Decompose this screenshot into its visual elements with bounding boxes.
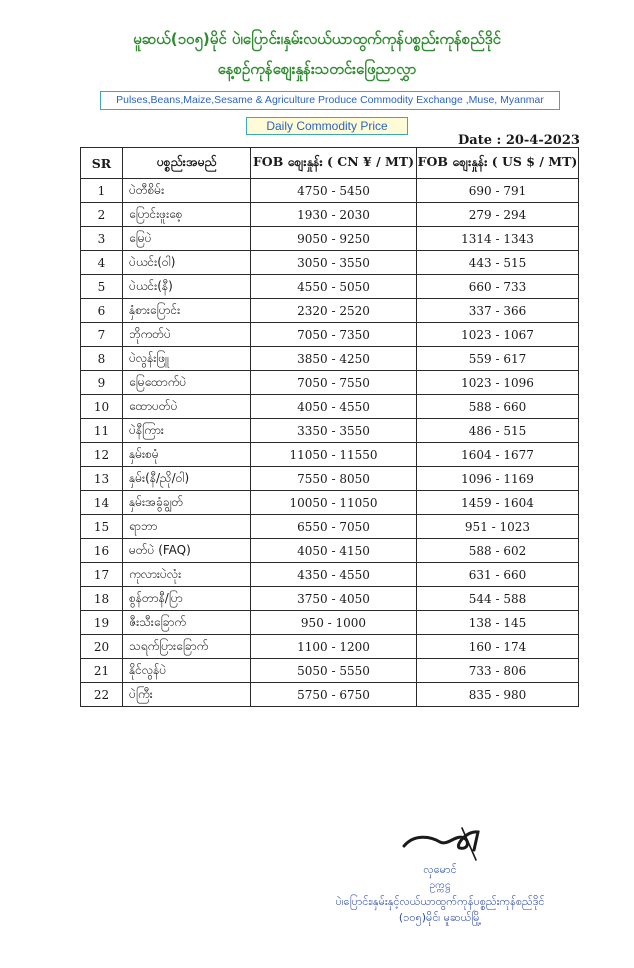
table-row [81,563,579,587]
signatory-location: (၁၀၅)မိုင်၊ မူဆယ်မြို့ [398,911,482,924]
row-us-price: 690 - 791 [417,179,579,203]
row-sr: 16 [81,539,123,563]
column-header-us-price: FOB စျေးနှုန်း ( US $ / MT) [417,148,579,179]
row-sr: 11 [81,419,123,443]
table-row [81,467,579,491]
row-sr: 6 [81,299,123,323]
signature-mark [400,820,510,865]
row-us-price: 660 - 733 [417,275,579,299]
row-us-price: 588 - 602 [417,539,579,563]
row-us-price: 1096 - 1169 [417,467,579,491]
row-cn-price: 4750 - 5450 [251,179,417,203]
row-item-name: သရက်ပြားခြောက် [123,635,251,659]
signatory-title: ဥက္ကဋ္ဌ [429,880,451,891]
row-item-name: ထောပတ်ပဲ [123,395,251,419]
row-item-name: နိုင်လွန်ပဲ [123,659,251,683]
row-us-price: 160 - 174 [417,635,579,659]
row-sr: 20 [81,635,123,659]
row-sr: 12 [81,443,123,467]
row-us-price: 279 - 294 [417,203,579,227]
table-row [81,299,579,323]
table-header-row [81,148,579,179]
table-row [81,587,579,611]
header-title-line2: နေ့စဉ်ကုန်စျေးနှုန်းသတင်းဖြေညာလွှာ [217,60,417,78]
table-row [81,611,579,635]
row-us-price: 337 - 366 [417,299,579,323]
row-sr: 2 [81,203,123,227]
row-cn-price: 7050 - 7550 [251,371,417,395]
table-row [81,227,579,251]
row-item-name: နှမ်း(နီ/ညို/ဝါ) [123,467,251,491]
table-row [81,347,579,371]
row-cn-price: 3350 - 3550 [251,419,417,443]
row-cn-price: 2320 - 2520 [251,299,417,323]
row-sr: 15 [81,515,123,539]
row-item-name: ပြောင်းဖူးစေ့ [123,203,251,227]
row-us-price: 1604 - 1677 [417,443,579,467]
row-item-name: ပဲယင်း(ဝါ) [123,251,251,275]
row-us-price: 1023 - 1096 [417,371,579,395]
row-cn-price: 1100 - 1200 [251,635,417,659]
row-us-price: 951 - 1023 [417,515,579,539]
commodity-price-table [80,147,579,707]
row-sr: 22 [81,683,123,707]
row-item-name: ကုလားပဲလုံး [123,563,251,587]
row-cn-price: 4550 - 5050 [251,275,417,299]
row-sr: 21 [81,659,123,683]
row-sr: 7 [81,323,123,347]
row-us-price: 138 - 145 [417,611,579,635]
row-cn-price: 4050 - 4150 [251,539,417,563]
row-sr: 9 [81,371,123,395]
row-item-name: ပဲကြီး [123,683,251,707]
table-row [81,419,579,443]
column-header-sr: SR [81,148,123,179]
row-us-price: 588 - 660 [417,395,579,419]
row-cn-price: 4350 - 4550 [251,563,417,587]
row-item-name: ဇီးသီးခြောက် [123,611,251,635]
row-sr: 19 [81,611,123,635]
daily-commodity-price-label: Daily Commodity Price [246,117,408,135]
row-cn-price: 7050 - 7350 [251,323,417,347]
row-sr: 3 [81,227,123,251]
row-sr: 10 [81,395,123,419]
row-us-price: 1459 - 1604 [417,491,579,515]
row-cn-price: 7550 - 8050 [251,467,417,491]
row-sr: 5 [81,275,123,299]
row-us-price: 486 - 515 [417,419,579,443]
row-cn-price: 9050 - 9250 [251,227,417,251]
table-row [81,539,579,563]
row-cn-price: 5050 - 5550 [251,659,417,683]
row-cn-price: 6550 - 7050 [251,515,417,539]
row-sr: 1 [81,179,123,203]
row-item-name: နှမ်းစမုံ [123,443,251,467]
row-sr: 4 [81,251,123,275]
row-item-name: စွန်တာနီ/ပြာ [123,587,251,611]
english-title-box: Pulses,Beans,Maize,Sesame & Agriculture Produce Commodity Exchange ,Muse, Myanmar [100,91,560,110]
table-row [81,371,579,395]
table-row [81,275,579,299]
column-header-item-name: ပစ္စည်းအမည် [123,148,251,179]
row-us-price: 544 - 588 [417,587,579,611]
row-us-price: 1023 - 1067 [417,323,579,347]
table-body [81,179,579,707]
row-cn-price: 3850 - 4250 [251,347,417,371]
row-sr: 13 [81,467,123,491]
row-sr: 17 [81,563,123,587]
table-row [81,515,579,539]
column-header-cn-price: FOB စျေးနှုန်း ( CN ¥ / MT) [251,148,417,179]
table-row [81,323,579,347]
header-title-line1: မူဆယ်(၁၀၅)မိုင် ပဲ၊ပြောင်း၊နှမ်းလယ်ယာထွက်ကုန်ပစ္စည်းကုန်စည်ဒိုင် [133,30,501,48]
signatory-organization: ပဲ၊ပြောင်း၊နှမ်းနှင့်လယ်ယာထွက်ကုန်ပစ္စည်းကုန်စည်ဒိုင် [335,895,545,908]
row-item-name: နှံစားပြောင်း [123,299,251,323]
table-row [81,635,579,659]
row-item-name: ပဲလွန်းဖြူ [123,347,251,371]
row-item-name: ပဲတီစိမ်း [123,179,251,203]
row-us-price: 443 - 515 [417,251,579,275]
table-row [81,659,579,683]
table-row [81,491,579,515]
report-date: Date : 20-4-2023 [458,133,580,148]
row-item-name: နှမ်းအခွံချွတ် [123,491,251,515]
row-cn-price: 950 - 1000 [251,611,417,635]
signatory-name: လှမောင် [423,863,457,876]
row-us-price: 835 - 980 [417,683,579,707]
table-row [81,443,579,467]
row-sr: 14 [81,491,123,515]
signature-block [330,862,550,926]
row-item-name: မြေပဲ [123,227,251,251]
row-cn-price: 3750 - 4050 [251,587,417,611]
row-cn-price: 1930 - 2030 [251,203,417,227]
row-sr: 8 [81,347,123,371]
row-item-name: ပဲယင်း(နီ) [123,275,251,299]
row-item-name: ဘိုကတ်ပဲ [123,323,251,347]
table-row [81,251,579,275]
row-us-price: 559 - 617 [417,347,579,371]
table-row [81,203,579,227]
table-row [81,179,579,203]
row-item-name: မတ်ပဲ (FAQ) [123,539,251,563]
row-item-name: ပဲနီကြား [123,419,251,443]
row-item-name: ရာဘာ [123,515,251,539]
row-us-price: 1314 - 1343 [417,227,579,251]
row-us-price: 733 - 806 [417,659,579,683]
row-cn-price: 11050 - 11550 [251,443,417,467]
row-cn-price: 3050 - 3550 [251,251,417,275]
row-cn-price: 10050 - 11050 [251,491,417,515]
row-cn-price: 4050 - 4550 [251,395,417,419]
row-us-price: 631 - 660 [417,563,579,587]
table-row [81,683,579,707]
row-sr: 18 [81,587,123,611]
row-item-name: မြေထောက်ပဲ [123,371,251,395]
row-cn-price: 5750 - 6750 [251,683,417,707]
table-row [81,395,579,419]
